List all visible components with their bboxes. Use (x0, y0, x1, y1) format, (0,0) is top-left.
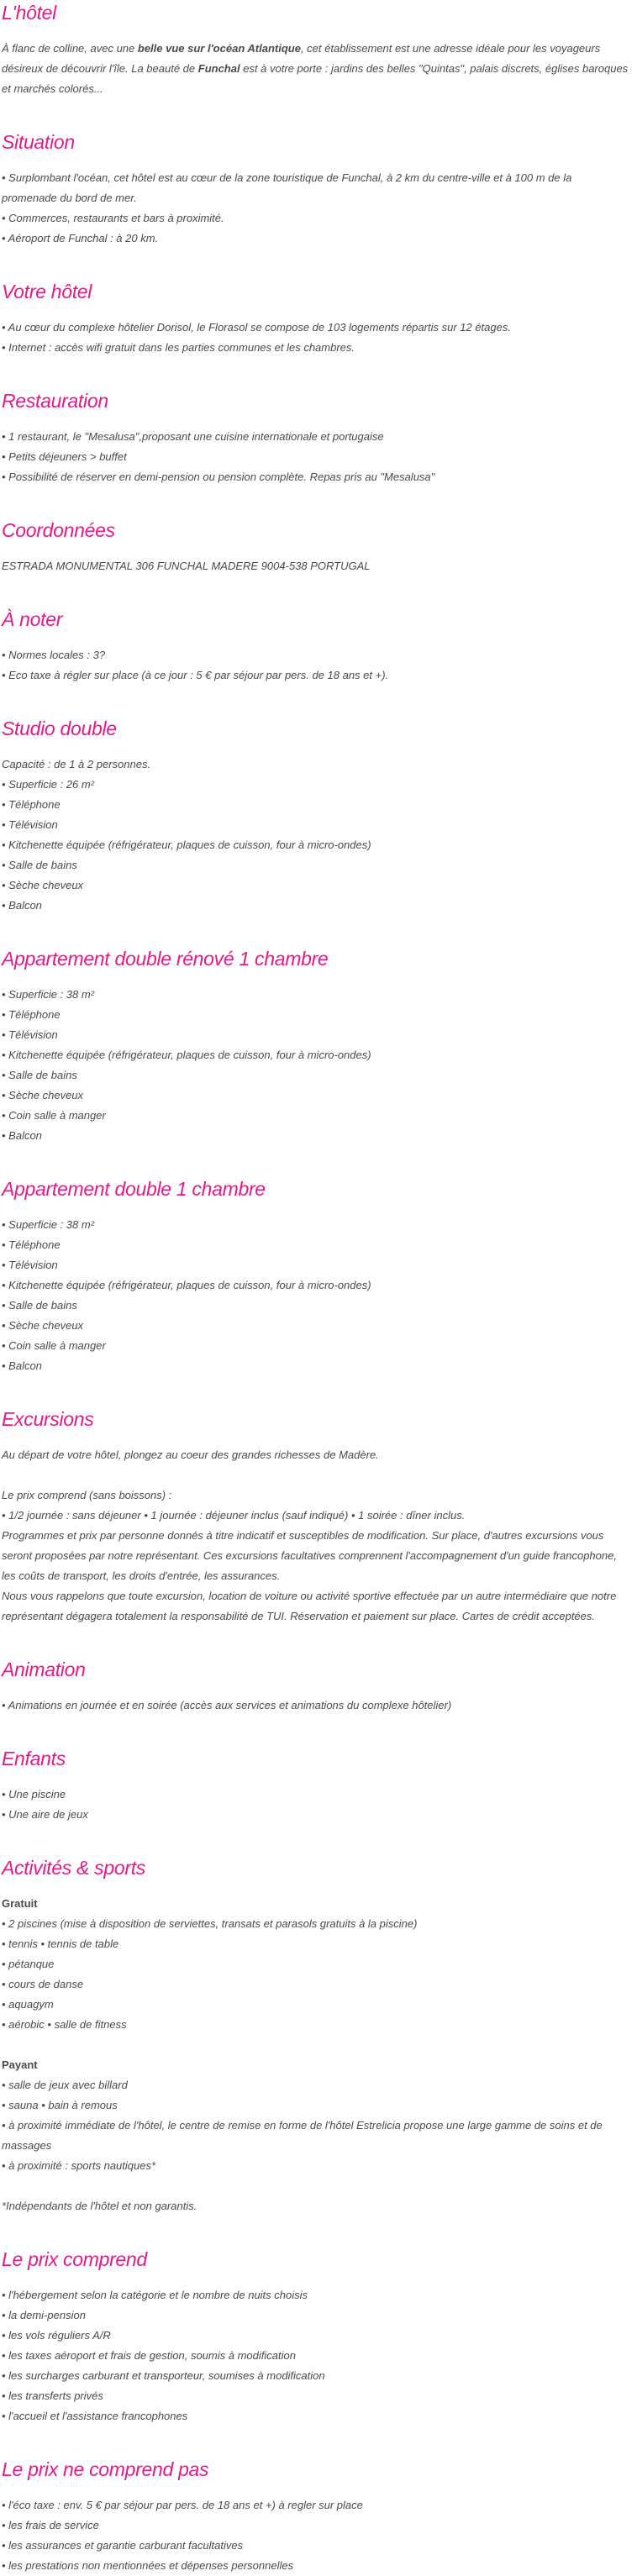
section-title: Appartement double 1 chambre (2, 1178, 266, 1200)
text-line: • Possibilité de réserver en demi-pension ou pension complète. Repas pris au "Mesalusa" (2, 471, 435, 483)
section-title: L'hôtel (2, 2, 56, 24)
text-line: • les transferts privés (2, 2389, 103, 2402)
section-restauration (2, 388, 629, 487)
text-line: • Kitchenette équipée (réfrigérateur, plaques de cuisson, four à micro-ondes) (2, 839, 371, 851)
gratuit-list (2, 1914, 629, 2035)
text-line: Nous vous rappelons que toute excursion, location de voiture ou activité sportive effectuée par un autre intermédiaire que notre représentant dégagera totalement la responsabilité de TUI. Réservation et paiement sur place. Cartes de crédit acceptées. (2, 1590, 617, 1622)
text-line: • Une piscine (2, 1788, 66, 1801)
section-title: À noter (2, 608, 63, 630)
text-line: Capacité : de 1 à 2 personnes. (2, 758, 151, 770)
section-title: Situation (2, 131, 75, 153)
text-line: • Salle de bains (2, 1299, 77, 1312)
text-line: • aquagym (2, 1998, 54, 2011)
section-hotel-intro (2, 0, 629, 99)
text-line: • Coin salle à manger (2, 1339, 106, 1352)
section-title: Appartement double rénové 1 chambre (2, 948, 329, 970)
section-activites-sports (2, 1855, 629, 2216)
section-title: Excursions (2, 1408, 94, 1430)
text-line: • pétanque (2, 1958, 55, 1970)
highlight-ocean-view: belle vue sur l'océan Atlantique (137, 42, 301, 55)
text-line: • Salle de bains (2, 1069, 77, 1081)
text-line: • Salle de bains (2, 859, 77, 871)
section-title: Activités & sports (2, 1857, 145, 1879)
section-appartement-double (2, 1176, 629, 1376)
section-coordonnees (2, 518, 629, 576)
section-body (2, 556, 629, 576)
payant-list (2, 2075, 629, 2176)
text-line: • Eco taxe à régler sur place (à ce jour : 5 € par séjour par pers. de 18 ans et +). (2, 669, 389, 681)
text-line: • Sèche cheveux (2, 879, 84, 891)
text-line: • Balcon (2, 899, 42, 912)
text-line: • Superficie : 26 m² (2, 778, 95, 791)
payant-label: Payant (2, 2058, 38, 2071)
gratuit-label: Gratuit (2, 1897, 38, 1910)
section-body (2, 318, 629, 358)
text-line: • Animations en journée et en soirée (accès aux services et animations du complexe hôtelier) (2, 1699, 452, 1711)
section-situation (2, 129, 629, 249)
text-line (2, 1465, 629, 1485)
section-body (2, 427, 629, 487)
section-title: Enfants (2, 1748, 66, 1769)
text-line: • Surplombant l'océan, cet hôtel est au cœur de la zone touristique de Funchal, à 2 km du centre-ville et à 100 m de la promenade du bord de mer. (2, 171, 572, 204)
section-body (2, 1785, 629, 1825)
text-line: • Au cœur du complexe hôtelier Dorisol, le Florasol se compose de 103 logements répartis sur 12 étages. (2, 321, 511, 334)
text-line: • les frais de service (2, 2519, 99, 2531)
section-title: Animation (2, 1659, 86, 1680)
text-line: • l'éco taxe : env. 5 € par séjour par pers. de 18 ans et +) à regler sur place (2, 2499, 363, 2511)
section-prix-comprend (2, 2247, 629, 2426)
section-body (2, 1695, 629, 1716)
text-line: • Télévision (2, 1028, 58, 1041)
text-line: • l'accueil et l'assistance francophones (2, 2410, 188, 2422)
section-animation (2, 1657, 629, 1716)
highlight-funchal: Funchal (197, 62, 240, 75)
section-body (2, 985, 629, 1146)
section-enfants (2, 1746, 629, 1825)
section-a-noter (2, 607, 629, 686)
text-line: • 1 restaurant, le "Mesalusa",proposant une cuisine internationale et portugaise (2, 430, 384, 443)
text-line: • à proximité immédiate de l'hôtel, le centre de remise en forme de l'hôtel Estrelicia propose une large gamme de soins et de massages (2, 2119, 603, 2152)
text-line: • tennis • tennis de table (2, 1937, 119, 1950)
text-line: • les surcharges carburant et transporteur, soumises à modification (2, 2369, 325, 2382)
section-excursions (2, 1406, 629, 1627)
text-line: • l'hébergement selon la catégorie et le nombre de nuits choisis (2, 2289, 308, 2301)
text-line: • les prestations non mentionnées et dépenses personnelles (2, 2559, 294, 2572)
text-line: • les taxes aéroport et frais de gestion, soumis à modification (2, 2349, 296, 2362)
section-body (2, 1445, 629, 1627)
text-line: • Kitchenette équipée (réfrigérateur, plaques de cuisson, four à micro-ondes) (2, 1279, 371, 1291)
text-line: • Commerces, restaurants et bars à proximité. (2, 212, 224, 224)
text-line: Le prix comprend (sans boissons) : (2, 1489, 172, 1501)
text-line: • 2 piscines (mise à disposition de serviettes, transats et parasols gratuits à la piscine) (2, 1917, 418, 1930)
section-title: Le prix ne comprend pas (2, 2458, 209, 2480)
text-line: • la demi-pension (2, 2309, 86, 2321)
text-line: • 1/2 journée : sans déjeuner • 1 journée : déjeuner inclus (sauf indiqué) • 1 soirée : dîner inclus. (2, 1509, 466, 1522)
section-body (2, 1894, 629, 2216)
text-line: • Petits déjeuners > buffet (2, 450, 127, 463)
section-appartement-renove (2, 946, 629, 1146)
text-line: • Coin salle à manger (2, 1109, 106, 1122)
text-line: • Une aire de jeux (2, 1808, 88, 1821)
section-title: Restauration (2, 390, 108, 412)
text-line: • salle de jeux avec billard (2, 2079, 128, 2091)
text-line: • Superficie : 38 m² (2, 988, 95, 1001)
section-title: Coordonnées (2, 519, 115, 541)
text-line: • aérobic • salle de fitness (2, 2018, 127, 2031)
section-title: Studio double (2, 718, 117, 739)
text-line: • Sèche cheveux (2, 1319, 84, 1332)
text-line: • Balcon (2, 1129, 42, 1142)
text-line: Programmes et prix par personne donnés à titre indicatif et susceptibles de modification. Sur place, d'autres excursions vous seront proposées par notre représentant. Ces excursions facultatives comprennent l'accompagnement d'un guide francophone, les coûts de transport, les droits d'entrée, les assurances. (2, 1529, 617, 1582)
section-title: Votre hôtel (2, 281, 92, 302)
text-line: • Internet : accès wifi gratuit dans les parties communes et les chambres. (2, 341, 355, 354)
section-body (2, 2285, 629, 2426)
text-line: Au départ de votre hôtel, plongez au coeur des grandes richesses de Madère. (2, 1448, 379, 1461)
activities-note: *Indépendants de l'hôtel et non garantis. (2, 2200, 197, 2212)
text-line: • Télévision (2, 1259, 58, 1271)
text-line: • les assurances et garantie carburant facultatives (2, 2539, 244, 2552)
text-line: • Balcon (2, 1359, 42, 1372)
section-body (2, 754, 629, 916)
text-line: • Téléphone (2, 1008, 61, 1021)
section-body (2, 1215, 629, 1376)
section-title: Le prix comprend (2, 2248, 147, 2270)
text-line: • Téléphone (2, 1238, 61, 1251)
text-line: • Téléphone (2, 798, 61, 811)
section-body (2, 2495, 629, 2576)
text-line: • cours de danse (2, 1978, 84, 1990)
section-body (2, 645, 629, 686)
text-line: • Télévision (2, 818, 58, 831)
text-line: • Kitchenette équipée (réfrigérateur, plaques de cuisson, four à micro-ondes) (2, 1049, 371, 1061)
text-line: • les vols réguliers A/R (2, 2329, 111, 2342)
text-line: • Aéroport de Funchal : à 20 km. (2, 232, 159, 244)
text-line: • Superficie : 38 m² (2, 1218, 95, 1231)
section-studio-double (2, 716, 629, 916)
intro-paragraph: À flanc de colline, avec une belle vue sur l'océan Atlantique, cet établissement est une adresse idéale pour les voyageurs désireux de découvrir l'île. La beauté de Funchal est à votre porte : jardins des belles "Quintas", palais discrets, églises baroques et marchés colorés... (2, 42, 629, 95)
section-votre-hotel (2, 279, 629, 358)
text-line: • sauna • bain à remous (2, 2099, 118, 2111)
text-line: ESTRADA MONUMENTAL 306 FUNCHAL MADERE 9004-538 PORTUGAL (2, 560, 371, 572)
text-line: • Normes locales : 3? (2, 649, 106, 661)
section-prix-ne-comprend (2, 2457, 629, 2576)
text-line: • à proximité : sports nautiques* (2, 2159, 156, 2172)
text-line: • Sèche cheveux (2, 1089, 84, 1101)
section-body (2, 168, 629, 249)
